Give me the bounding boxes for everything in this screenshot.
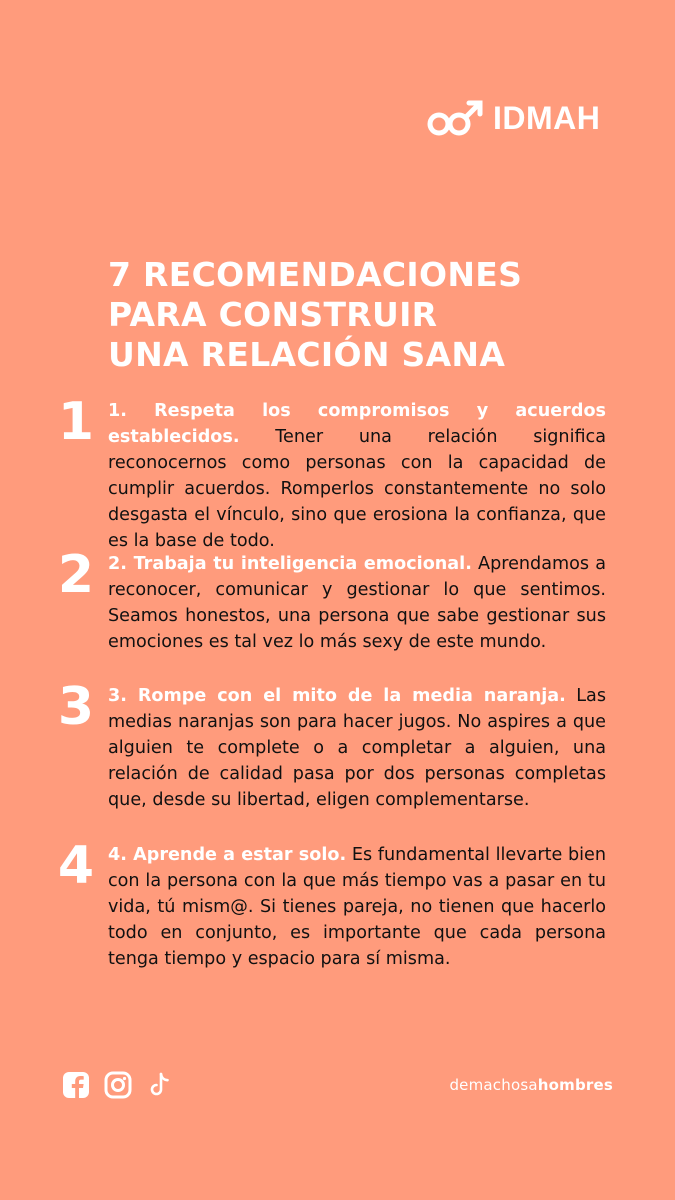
recommendation-body: Aprendamos a reconocer, comunicar y gestionar lo que sentimos. Seamos honestos, una persona que sabe gestionar sus emociones es tal vez lo más sexy de este mundo. — [108, 554, 606, 652]
recommendation-text — [108, 842, 606, 972]
social-links — [62, 1071, 174, 1099]
tiktok-icon[interactable] — [146, 1071, 174, 1099]
recommendation-title: 3. Rompe con el mito de la media naranja. — [108, 686, 566, 706]
instagram-icon[interactable] — [104, 1071, 132, 1099]
recommendation-number: 3 — [57, 677, 95, 737]
brand-name: IDMAH — [493, 99, 601, 136]
recommendation-body: Las medias naranjas son para hacer jugos. No aspires a que alguien te complete o a completar a alguien, una relación de calidad pasa por dos personas completas que, desde su libertad, eligen complementarse. — [108, 686, 606, 810]
handle-light: demachosa — [449, 1076, 538, 1094]
recommendation-3 — [56, 677, 616, 823]
recommendation-2 — [56, 545, 616, 691]
recommendation-title: 4. Aprende a estar solo. — [108, 845, 347, 865]
brand-logo — [425, 98, 600, 138]
recommendation-text — [108, 398, 606, 554]
recommendation-text — [108, 683, 606, 813]
title-line-1: 7 RECOMENDACIONES — [108, 255, 523, 294]
title-line-3: UNA RELACIÓN SANA — [108, 335, 506, 374]
recommendation-number: 1 — [57, 392, 95, 452]
social-handle — [449, 1076, 613, 1094]
recommendation-number: 4 — [57, 836, 95, 896]
title-line-2: PARA CONSTRUIR — [108, 295, 438, 334]
facebook-icon[interactable] — [62, 1071, 90, 1099]
infinity-male-symbol-icon — [425, 98, 485, 138]
recommendation-title: 2. Trabaja tu inteligencia emocional. — [108, 554, 472, 574]
recommendation-body: Es fundamental llevarte bien con la persona con la que más tiempo vas a pasar en tu vida, tú mism@. Si tienes pareja, no tienen que hacerlo todo en conjunto, es importante que cada persona tenga tiempo y espacio para sí misma. — [108, 845, 607, 969]
recommendation-text — [108, 551, 606, 655]
recommendation-number: 2 — [57, 545, 95, 605]
recommendation-title: 1. Respeta los compromisos y acuerdos establecidos. — [108, 401, 606, 447]
recommendation-body: Tener una relación significa reconocernos como personas con la capacidad de cumplir acuerdos. Romperlos constantemente no solo desgasta el vínculo, sino que erosiona la confianza, que es la base de todo. — [108, 427, 607, 551]
recommendation-4 — [56, 836, 616, 982]
recommendation-1 — [56, 392, 616, 551]
page-title — [108, 255, 568, 375]
handle-bold: hombres — [537, 1076, 613, 1094]
